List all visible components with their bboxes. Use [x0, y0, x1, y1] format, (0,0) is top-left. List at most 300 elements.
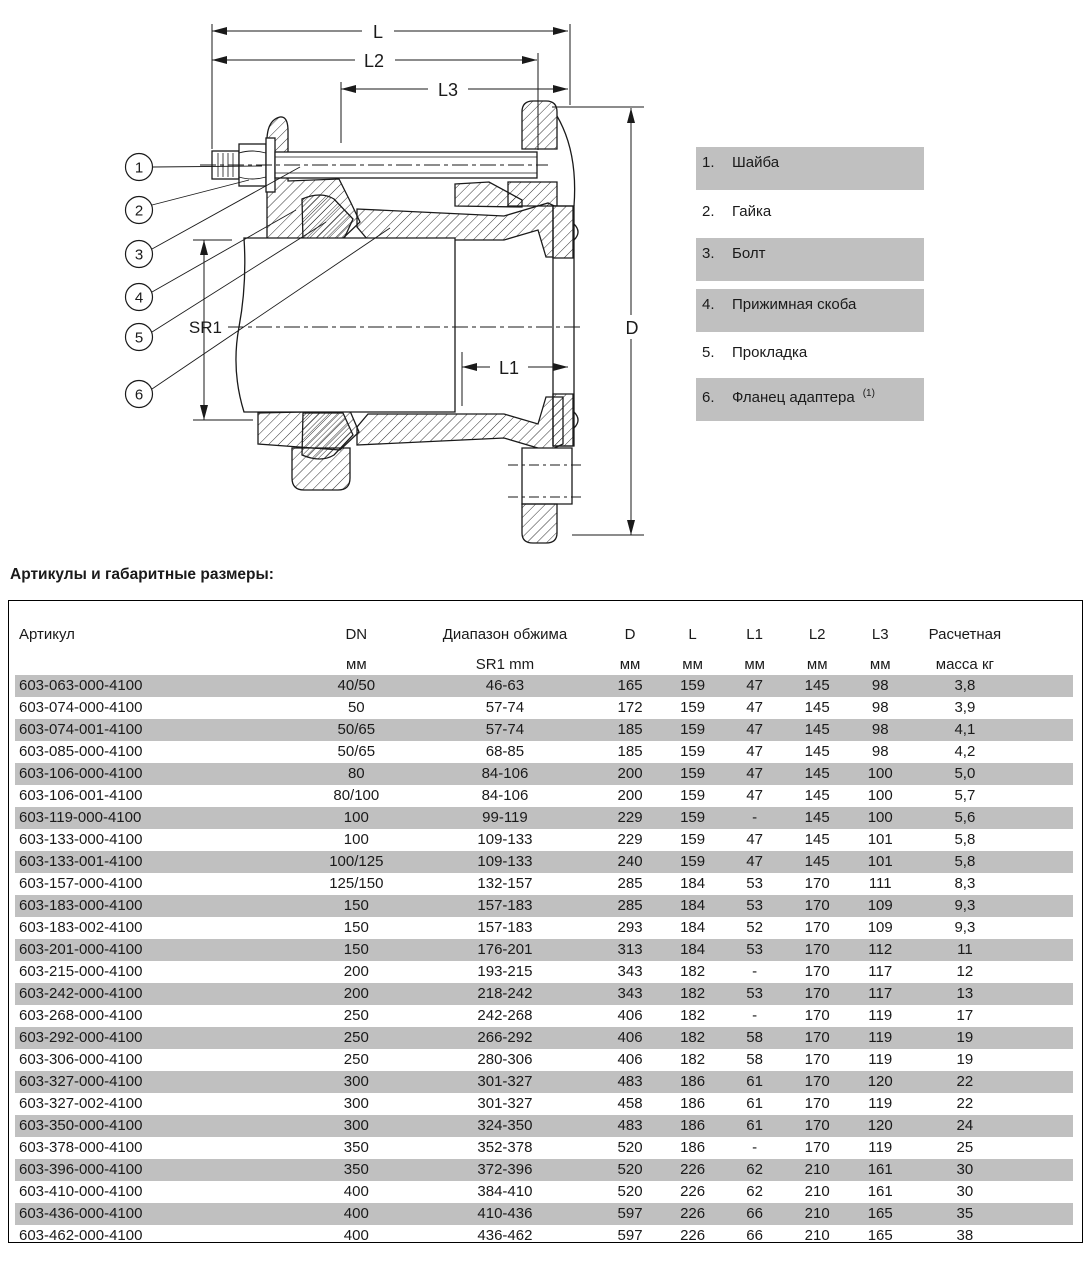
callout-number-1: 1 — [134, 159, 144, 177]
table-cell: 47 — [746, 831, 763, 848]
table-cell: 603-410-000-4100 — [19, 1183, 143, 1200]
table-cell: 4,2 — [954, 743, 976, 760]
table-cell: 384-410 — [477, 1183, 533, 1200]
dim-label-l3: L3 — [437, 80, 459, 100]
table-cell: 98 — [871, 721, 889, 738]
table-row — [9, 1027, 1082, 1049]
table-cell: 400 — [343, 1227, 369, 1244]
table-cell: 186 — [680, 1095, 706, 1112]
table-cell: 30 — [956, 1183, 974, 1200]
table-cell: 50 — [347, 699, 365, 716]
table-cell: 285 — [617, 875, 643, 892]
table-row — [9, 961, 1082, 983]
pipe — [236, 238, 455, 412]
flange-top-rim-section — [522, 101, 557, 149]
table-cell: 159 — [680, 677, 706, 694]
table-cell: 603-106-001-4100 — [19, 787, 143, 804]
table-cell: 5,8 — [954, 831, 976, 848]
callout-number-4: 4 — [134, 289, 144, 307]
table-cell: 300 — [343, 1095, 369, 1112]
col-header-l: L — [688, 626, 697, 643]
table-cell: 185 — [617, 743, 643, 760]
table-cell: 603-106-000-4100 — [19, 765, 143, 782]
col-header-mass: Расчетная — [928, 626, 1002, 643]
table-cell: 8,3 — [954, 875, 976, 892]
table-cell: 68-85 — [485, 743, 525, 760]
table-cell: 159 — [680, 809, 706, 826]
table-cell: 170 — [804, 875, 830, 892]
legend-item-washer — [696, 147, 924, 190]
col-header-range: Диапазон обжима — [442, 626, 568, 643]
table-cell: 100 — [343, 809, 369, 826]
table-cell: 520 — [617, 1139, 643, 1156]
table-cell: 210 — [804, 1227, 830, 1244]
table-cell: 35 — [956, 1205, 974, 1222]
table-body — [9, 675, 1082, 1247]
table-cell: 145 — [804, 699, 830, 716]
table-cell: 301-327 — [477, 1095, 533, 1112]
table-cell: 58 — [746, 1051, 763, 1068]
table-cell: 46-63 — [485, 677, 525, 694]
legend-item-number: 3. — [702, 245, 715, 262]
table-cell: 603-242-000-4100 — [19, 985, 143, 1002]
table-cell: 159 — [680, 765, 706, 782]
table-cell: 100 — [867, 787, 893, 804]
table-cell: 38 — [956, 1227, 974, 1244]
table-cell: 109-133 — [477, 853, 533, 870]
table-cell: 240 — [617, 853, 643, 870]
col-unit-range: SR1 mm — [475, 656, 535, 673]
table-cell: 9,3 — [954, 897, 976, 914]
table-cell: - — [752, 1007, 758, 1024]
table-cell: 5,0 — [954, 765, 976, 782]
table-cell: 117 — [868, 985, 893, 1002]
table-cell: 22 — [956, 1095, 974, 1112]
table-cell: 47 — [746, 721, 763, 738]
table-cell: 57-74 — [485, 721, 525, 738]
col-header-l1: L1 — [746, 626, 763, 643]
table-cell: 458 — [617, 1095, 643, 1112]
col-unit-l3: мм — [869, 656, 891, 673]
table-cell: 61 — [746, 1073, 763, 1090]
callout-number-6: 6 — [134, 386, 144, 404]
table-cell: 313 — [617, 941, 643, 958]
table-cell: 229 — [617, 831, 643, 848]
table-row — [9, 895, 1082, 917]
col-unit-dn: мм — [346, 656, 367, 673]
legend-item-number: 6. — [702, 389, 715, 406]
table-cell: 125/150 — [329, 875, 384, 892]
table-cell: 165 — [617, 677, 643, 694]
table-cell: 250 — [343, 1029, 369, 1046]
table-cell: 52 — [746, 919, 763, 936]
table-cell: 410-436 — [477, 1205, 533, 1222]
table-row — [9, 719, 1082, 741]
table-cell: 161 — [867, 1161, 893, 1178]
legend-item-label: Прижимная скоба — [732, 296, 857, 313]
table-cell: 145 — [804, 743, 830, 760]
table-cell: 324-350 — [477, 1117, 533, 1134]
table-cell: 200 — [617, 765, 643, 782]
table-cell: 119 — [868, 1007, 893, 1024]
col-unit-article — [9, 645, 301, 675]
table-cell: 4,1 — [954, 721, 976, 738]
table-cell: 61 — [746, 1095, 763, 1112]
table-cell: 159 — [680, 743, 706, 760]
table-cell: 603-133-000-4100 — [19, 831, 143, 848]
table-cell: 170 — [804, 963, 830, 980]
table-header — [9, 601, 1082, 675]
table-cell: 350 — [343, 1161, 369, 1178]
table-cell: 109 — [867, 919, 893, 936]
table-cell: 40/50 — [337, 677, 376, 694]
table-cell: 603-157-000-4100 — [19, 875, 143, 892]
table-cell: 50/65 — [337, 743, 376, 760]
table-cell: 170 — [804, 919, 830, 936]
dimensions-table — [9, 601, 1082, 1247]
table-cell: 184 — [680, 875, 706, 892]
table-cell: 159 — [680, 853, 706, 870]
table-cell: 182 — [680, 963, 706, 980]
table-row — [9, 1203, 1082, 1225]
table-cell: 62 — [746, 1161, 763, 1178]
table-row — [9, 1093, 1082, 1115]
table-cell: 80/100 — [333, 787, 380, 804]
table-cell: 119 — [868, 1095, 893, 1112]
table-cell: 150 — [343, 919, 369, 936]
table-cell: 603-085-000-4100 — [19, 743, 143, 760]
drawing-area — [0, 0, 1092, 570]
table-cell: 170 — [804, 1051, 830, 1068]
table-cell: 226 — [680, 1205, 706, 1222]
table-cell: 226 — [680, 1183, 706, 1200]
flange-web-top-section — [553, 206, 573, 258]
table-cell: 98 — [871, 677, 889, 694]
table-row — [9, 1137, 1082, 1159]
table-cell: 186 — [680, 1117, 706, 1134]
legend-item-number: 2. — [702, 203, 715, 220]
table-cell: 400 — [343, 1205, 369, 1222]
legend-item-clamp — [696, 289, 924, 332]
table-cell: 603-327-000-4100 — [19, 1073, 143, 1090]
table-cell: 520 — [617, 1183, 643, 1200]
table-cell: 603-074-001-4100 — [19, 721, 143, 738]
dimensions-table-box — [8, 600, 1083, 1243]
legend-item-label: Фланец адаптера — [732, 389, 855, 406]
table-cell: 19 — [956, 1051, 974, 1068]
table-cell: 250 — [343, 1007, 369, 1024]
table-cell: 170 — [804, 897, 830, 914]
table-cell: 226 — [680, 1161, 706, 1178]
table-cell: 603-306-000-4100 — [19, 1051, 143, 1068]
table-cell: 483 — [617, 1117, 643, 1134]
col-header-l3: L3 — [871, 626, 889, 643]
table-cell: 436-462 — [477, 1227, 533, 1244]
table-cell: 22 — [956, 1073, 974, 1090]
table-cell: 150 — [343, 897, 369, 914]
table-cell: 145 — [804, 853, 830, 870]
table-cell: 145 — [804, 831, 830, 848]
table-cell: 170 — [804, 1117, 830, 1134]
table-row — [9, 1115, 1082, 1137]
table-cell: 47 — [746, 699, 763, 716]
table-row — [9, 851, 1082, 873]
flange-hub-outline — [557, 116, 575, 206]
table-cell: 603-183-000-4100 — [19, 897, 143, 914]
table-cell: 66 — [746, 1227, 763, 1244]
table-cell: 603-292-000-4100 — [19, 1029, 143, 1046]
table-cell: 200 — [343, 985, 369, 1002]
legend-item-gasket — [696, 337, 924, 375]
legend-item-nut — [696, 196, 924, 234]
table-cell: 280-306 — [477, 1051, 533, 1068]
table-cell: 170 — [804, 1095, 830, 1112]
table-cell: 119 — [868, 1139, 893, 1156]
legend-item-label: Прокладка — [732, 344, 808, 361]
table-cell: 301-327 — [477, 1073, 533, 1090]
table-cell: 157-183 — [477, 919, 533, 936]
table-cell: 50/65 — [337, 721, 376, 738]
table-cell: 101 — [867, 831, 893, 848]
table-cell: 145 — [804, 809, 830, 826]
table-cell: 30 — [956, 1161, 974, 1178]
col-unit-mass: масса кг — [935, 656, 994, 673]
table-cell: 19 — [956, 1029, 974, 1046]
table-row — [9, 1005, 1082, 1027]
table-cell: 98 — [871, 699, 889, 716]
table-cell: 483 — [617, 1073, 643, 1090]
table-cell: 25 — [956, 1139, 974, 1156]
table-row — [9, 1225, 1082, 1247]
table-cell: 12 — [956, 963, 974, 980]
table-row — [9, 741, 1082, 763]
table-cell: 603-378-000-4100 — [19, 1139, 143, 1156]
table-cell: 406 — [617, 1007, 643, 1024]
table-cell: 210 — [804, 1205, 830, 1222]
table-cell: 226 — [680, 1227, 706, 1244]
table-row — [9, 939, 1082, 961]
parts-legend — [696, 0, 924, 570]
legend-item-number: 5. — [702, 344, 715, 361]
table-cell: - — [752, 963, 758, 980]
table-cell: 184 — [680, 919, 706, 936]
flange-belowbolt-section — [508, 182, 557, 206]
table-cell: 119 — [868, 1029, 893, 1046]
table-cell: 603-063-000-4100 — [19, 677, 143, 694]
table-row — [9, 697, 1082, 719]
dim-label-l2: L2 — [363, 51, 385, 71]
table-cell: 157-183 — [477, 897, 533, 914]
flange-bottom-rim-section — [522, 504, 557, 543]
callout-number-5: 5 — [134, 329, 144, 347]
table-cell: 111 — [868, 875, 892, 892]
table-cell: 11 — [957, 941, 973, 958]
table-cell: 3,9 — [954, 699, 976, 716]
table-cell: 350 — [343, 1139, 369, 1156]
table-cell: 101 — [867, 853, 893, 870]
table-cell: - — [752, 809, 758, 826]
table-row — [9, 1159, 1082, 1181]
dim-label-l1: L1 — [498, 358, 520, 378]
table-cell: 9,3 — [954, 919, 976, 936]
table-cell: 603-396-000-4100 — [19, 1161, 143, 1178]
dim-label-l: L — [372, 22, 384, 42]
table-cell: 159 — [680, 721, 706, 738]
table-cell: 193-215 — [477, 963, 533, 980]
table-cell: 170 — [804, 1139, 830, 1156]
table-cell: 210 — [804, 1183, 830, 1200]
table-cell: 165 — [867, 1227, 893, 1244]
table-row — [9, 785, 1082, 807]
table-cell: 159 — [680, 787, 706, 804]
table-cell: 603-201-000-4100 — [19, 941, 143, 958]
table-cell: 184 — [680, 897, 706, 914]
table-row — [9, 1049, 1082, 1071]
table-cell: 61 — [746, 1117, 763, 1134]
table-cell: 53 — [746, 985, 763, 1002]
callout-balloons — [126, 154, 153, 408]
table-cell: - — [752, 1139, 758, 1156]
table-cell: 84-106 — [481, 787, 529, 804]
table-cell: 406 — [617, 1051, 643, 1068]
legend-item-number: 1. — [702, 154, 715, 171]
table-cell: 132-157 — [477, 875, 533, 892]
table-cell: 200 — [343, 963, 369, 980]
legend-item-bolt — [696, 238, 924, 281]
col-unit-d: мм — [619, 656, 641, 673]
table-cell: 372-396 — [477, 1161, 533, 1178]
table-row — [9, 829, 1082, 851]
table-cell: 343 — [617, 985, 643, 1002]
table-cell: 210 — [804, 1161, 830, 1178]
dim-label-sr1: SR1 — [188, 318, 222, 337]
table-cell: 603-133-001-4100 — [19, 853, 143, 870]
table-row — [9, 675, 1082, 697]
table-cell: 186 — [680, 1139, 706, 1156]
table-cell: 229 — [617, 809, 643, 826]
table-cell: 159 — [680, 699, 706, 716]
callout-number-3: 3 — [134, 246, 144, 264]
table-cell: 47 — [746, 765, 763, 782]
table-cell: 62 — [746, 1183, 763, 1200]
legend-item-label: Гайка — [732, 203, 772, 220]
table-cell: 170 — [804, 1029, 830, 1046]
table-cell: 185 — [617, 721, 643, 738]
table-cell: 603-119-000-4100 — [19, 809, 142, 826]
col-header-dn: DN — [345, 626, 368, 643]
table-row — [9, 873, 1082, 895]
table-cell: 300 — [343, 1117, 369, 1134]
table-cell: 170 — [804, 1073, 830, 1090]
table-cell: 597 — [617, 1205, 643, 1222]
table-cell: 285 — [617, 897, 643, 914]
table-cell: 145 — [804, 765, 830, 782]
table-cell: 100 — [867, 809, 893, 826]
table-cell: 176-201 — [477, 941, 533, 958]
legend-item-label: Шайба — [732, 154, 780, 171]
callout-number-2: 2 — [134, 202, 144, 220]
table-cell: 80 — [347, 765, 365, 782]
col-unit-l1: мм — [744, 656, 765, 673]
table-cell: 53 — [746, 941, 763, 958]
table-row — [9, 1071, 1082, 1093]
table-cell: 165 — [867, 1205, 893, 1222]
table-cell: 520 — [617, 1161, 643, 1178]
table-row — [9, 763, 1082, 785]
table-cell: 603-183-002-4100 — [19, 919, 143, 936]
table-cell: 98 — [871, 743, 889, 760]
table-cell: 200 — [617, 787, 643, 804]
table-cell: 293 — [617, 919, 643, 936]
table-cell: 145 — [804, 677, 830, 694]
table-cell: 47 — [746, 787, 763, 804]
table-cell: 250 — [343, 1051, 369, 1068]
table-cell: 170 — [804, 941, 830, 958]
table-cell: 159 — [680, 831, 706, 848]
table-cell: 100/125 — [329, 853, 384, 870]
table-row — [9, 983, 1082, 1005]
table-cell: 13 — [956, 985, 974, 1002]
table-cell: 603-436-000-4100 — [19, 1205, 143, 1222]
table-cell: 182 — [680, 1007, 706, 1024]
col-header-article: Артикул — [19, 626, 75, 643]
table-cell: 603-268-000-4100 — [19, 1007, 143, 1024]
table-cell: 47 — [746, 743, 763, 760]
table-cell: 218-242 — [477, 985, 533, 1002]
legend-item-label: Болт — [732, 245, 766, 262]
table-cell: 112 — [868, 941, 893, 958]
col-unit-l: мм — [682, 656, 703, 673]
table-cell: 242-268 — [477, 1007, 533, 1024]
table-cell: 53 — [746, 875, 763, 892]
table-cell: 597 — [617, 1227, 643, 1244]
col-header-l2: L2 — [808, 626, 826, 643]
table-cell: 603-215-000-4100 — [19, 963, 143, 980]
legend-item-superscript: (1) — [862, 388, 875, 399]
table-cell: 57-74 — [485, 699, 525, 716]
table-cell: 400 — [343, 1183, 369, 1200]
table-cell: 47 — [746, 853, 763, 870]
legend-item-number: 4. — [702, 296, 715, 313]
table-cell: 603-074-000-4100 — [19, 699, 143, 716]
table-cell: 603-350-000-4100 — [19, 1117, 143, 1134]
table-cell: 119 — [868, 1051, 893, 1068]
flange-bottom-leg-outline — [522, 448, 572, 504]
table-cell: 170 — [804, 1007, 830, 1024]
table-cell: 3,8 — [954, 677, 976, 694]
table-cell: 186 — [680, 1073, 706, 1090]
table-row — [9, 807, 1082, 829]
table-cell: 182 — [680, 985, 706, 1002]
table-cell: 58 — [746, 1029, 763, 1046]
table-cell: 100 — [343, 831, 369, 848]
table-cell: 99-119 — [482, 809, 528, 826]
table-cell: 120 — [867, 1073, 893, 1090]
table-cell: 184 — [680, 941, 706, 958]
table-cell: 182 — [680, 1029, 706, 1046]
table-title: Артикулы и габаритные размеры: — [10, 566, 274, 583]
table-cell: 145 — [804, 721, 830, 738]
col-header-d: D — [624, 626, 636, 643]
table-cell: 5,6 — [954, 809, 976, 826]
table-cell: 109 — [867, 897, 893, 914]
table-row — [9, 917, 1082, 939]
table-cell: 145 — [804, 787, 830, 804]
table-cell: 120 — [867, 1117, 893, 1134]
flange-adapter-drawing — [0, 0, 1092, 570]
table-cell: 66 — [746, 1205, 763, 1222]
table-cell: 343 — [617, 963, 643, 980]
